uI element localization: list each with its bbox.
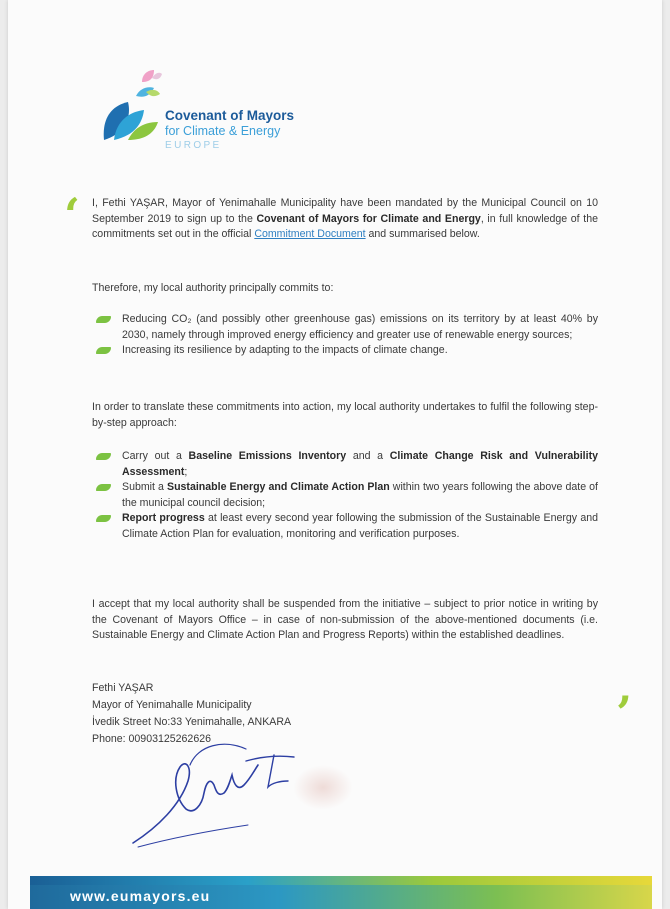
logo-subtitle: for Climate & Energy (165, 124, 281, 138)
signatory-title: Mayor of Yenimahalle Municipality (92, 699, 252, 711)
footer-color-strip (30, 876, 652, 885)
list-item (92, 480, 598, 511)
handwritten-signature (128, 735, 308, 850)
signatory-name: Fethi YAŞAR (92, 682, 154, 694)
mandate-text-a: I, Fethi YAŞAR, Mayor of Yenimahalle Municipality have been mandated by the Municipal Council on 10 September 2019 to sign up to the (92, 197, 598, 225)
leaf-bullet-icon (96, 515, 111, 522)
approach-intro: In order to translate these commitments into action, my local authority undertakes to fulfil the following step-by-step approach: (92, 401, 598, 429)
commitment-document-link[interactable]: Commitment Document (254, 228, 366, 240)
approach-list (92, 449, 598, 542)
signatory-phone: Phone: 00903125262626 (92, 733, 212, 745)
list-item (92, 511, 598, 542)
mandate-paragraph (92, 196, 598, 243)
mandate-text-bold: Covenant of Mayors for Climate and Energy (256, 212, 481, 225)
commitments-list (92, 312, 598, 359)
list-item (92, 449, 598, 480)
list-item-text: within two years following the above date of the municipal council decision; (122, 481, 598, 509)
list-item-text: at least every second year following the submission of the Sustainable Energy and Climate Action Plan for evaluation, monitoring and verification purposes. (122, 512, 598, 540)
stamp-smudge (293, 765, 353, 810)
closing-quote-mark: ’ (616, 686, 633, 740)
suspension-paragraph: I accept that my local authority shall be suspended from the initiative – subject to prior notice in writing by the Covenant of Mayors Office – in case of non-submission of the above-mentioned documents (i.e. Sustainable Energy and Climate Action Plan and Progress Reports) within the established deadlines. (92, 598, 598, 641)
list-item-bold: Baseline Emissions Inventory (188, 450, 347, 462)
mandate-text-d: and summarised below. (365, 228, 480, 240)
logo-region: EUROPE (165, 140, 222, 151)
list-item-text: and a (346, 450, 390, 462)
list-item-text: Submit a (122, 481, 167, 493)
list-item (92, 312, 598, 343)
list-item-bold: Sustainable Energy and Climate Action Plan (167, 481, 390, 493)
signatory-address: İvedik Street No:33 Yenimahalle, ANKARA (92, 716, 292, 728)
commits-intro: Therefore, my local authority principally commits to: (92, 282, 334, 294)
opening-quote-mark: ‘ (64, 188, 81, 242)
footer-bar (30, 885, 652, 909)
leaf-bullet-icon (96, 316, 111, 323)
list-item-text: ; (184, 465, 188, 478)
covenant-logo (100, 62, 300, 162)
list-item-text: Increasing its resilience by adapting to the impacts of climate change. (122, 344, 448, 356)
list-item-text: Reducing CO₂ (and possibly other greenhouse gas) emissions on its territory by at least 40% by 2030, namely through improved energy efficiency and greater use of renewable energy sources; (122, 313, 598, 341)
mandate-text-c: , in full knowledge of the commitments set out in the official (92, 212, 598, 240)
list-item (92, 343, 598, 359)
leaf-bullet-icon (96, 347, 111, 354)
list-item-text: Carry out a (122, 450, 189, 462)
leaf-bullet-icon (96, 453, 111, 460)
covenant-logo-mark (100, 62, 162, 142)
logo-title: Covenant of Mayors (165, 108, 295, 123)
document-page (8, 0, 662, 909)
website-link[interactable]: www.eumayors.eu (70, 888, 211, 904)
leaf-bullet-icon (96, 484, 111, 491)
list-item-bold: Report progress (122, 512, 205, 524)
list-item-bold: Climate Change Risk and Vulnerability Assessment (122, 450, 598, 478)
